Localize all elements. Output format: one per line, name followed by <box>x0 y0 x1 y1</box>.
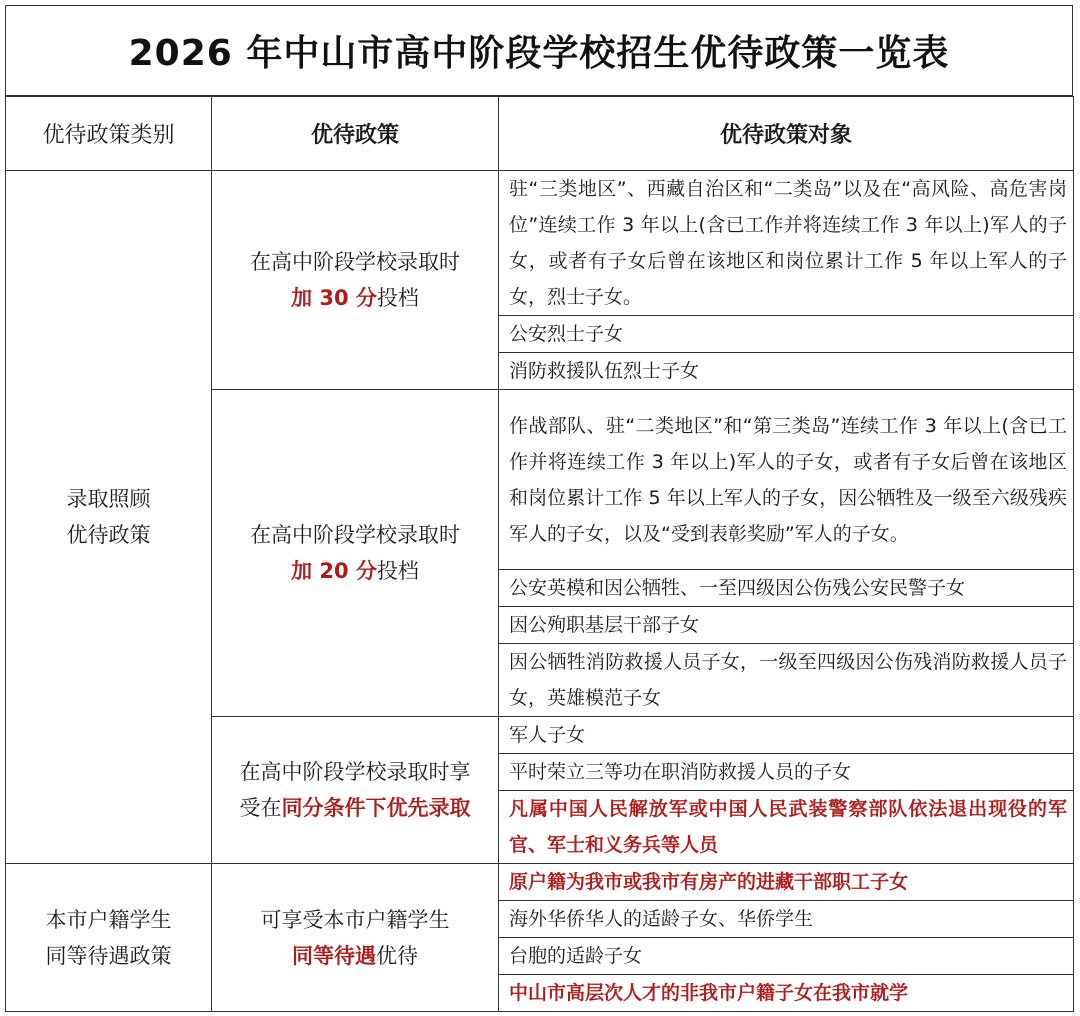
policy-plus-20 <box>212 390 499 717</box>
policy-suffix: 优待 <box>376 943 418 968</box>
policy-line: 在高中阶段学校录取时 <box>250 523 460 547</box>
target-cell: 凡属中国人民解放军或中国人民武装警察部队依法退出现役的军官、军士和义务兵等人员 <box>499 791 1074 864</box>
policy-line: 可享受本市户籍学生 <box>260 907 450 932</box>
category-line: 优待政策 <box>66 523 151 547</box>
category-line: 录取照顾 <box>66 487 151 511</box>
target-cell: 中山市高层次人才的非我市户籍子女在我市就学 <box>499 975 1074 1012</box>
category-line: 同等待遇政策 <box>45 943 172 968</box>
target-cell: 海外华侨华人的适龄子女、华侨学生 <box>499 901 1074 938</box>
category-equal-treatment <box>6 864 212 1012</box>
category-admission-care <box>6 171 212 864</box>
target-cell: 台胞的适龄子女 <box>499 938 1074 975</box>
policy-highlight: 同分条件下优先录取 <box>281 796 471 820</box>
page-title: 2026 年中山市高中阶段学校招生优待政策一览表 <box>5 5 1073 96</box>
policy-table <box>5 96 1074 1012</box>
target-cell: 公安英模和因公牺牲、一至四级因公伤残公安民警子女 <box>499 570 1074 607</box>
policy-priority-admission <box>212 717 499 864</box>
target-cell: 作战部队、驻“二类地区”和“第三类岛”连续工作 3 年以上(含已工作并将连续工作 3 年以上)军人的子女，或者有子女后曾在该地区和岗位累计工作 5 年以上军人的子女，因公牺牲及一级至六级残疾军人的子女，以及“受到表彰奖励”军人的子女。 <box>499 390 1074 570</box>
header-policy: 优待政策 <box>212 97 499 171</box>
policy-suffix: 投档 <box>376 286 419 310</box>
target-cell: 公安烈士子女 <box>499 316 1074 353</box>
target-cell: 因公殉职基层干部子女 <box>499 607 1074 644</box>
policy-equal-treatment <box>212 864 499 1012</box>
table-row <box>6 171 1074 316</box>
header-target: 优待政策对象 <box>499 97 1074 171</box>
policy-highlight: 加 20 分 <box>291 559 377 583</box>
target-cell: 驻“三类地区”、西藏自治区和“二类岛”以及在“高风险、高危害岗位”连续工作 3 年以上(含已工作并将连续工作 3 年以上)军人的子女，或者有子女后曾在该地区和岗位累计工作 5 年以上军人的子女，烈士子女。 <box>499 171 1074 316</box>
header-category: 优待政策类别 <box>6 97 212 171</box>
target-cell: 消防救援队伍烈士子女 <box>499 353 1074 390</box>
policy-highlight: 同等待遇 <box>292 943 376 968</box>
table-row <box>6 864 1074 901</box>
policy-highlight: 加 30 分 <box>291 286 377 310</box>
policy-line: 在高中阶段学校录取时享 <box>239 760 471 784</box>
policy-suffix: 投档 <box>376 559 419 583</box>
target-cell: 平时荣立三等功在职消防救援人员的子女 <box>499 754 1074 791</box>
policy-prefix: 受在 <box>239 796 282 820</box>
target-cell: 因公牺牲消防救援人员子女，一级至四级因公伤残消防救援人员子女，英雄模范子女 <box>499 644 1074 717</box>
policy-plus-30 <box>212 171 499 390</box>
policy-line: 在高中阶段学校录取时 <box>250 250 460 274</box>
target-cell: 原户籍为我市或我市有房产的进藏干部职工子女 <box>499 864 1074 901</box>
category-line: 本市户籍学生 <box>45 907 172 932</box>
target-cell: 军人子女 <box>499 717 1074 754</box>
header-row <box>6 97 1074 171</box>
